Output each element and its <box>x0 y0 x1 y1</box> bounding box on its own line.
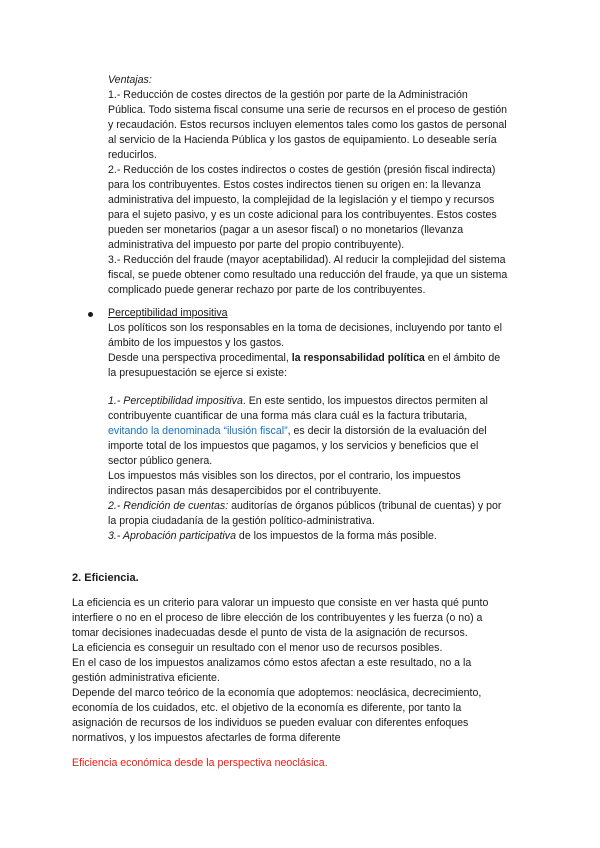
ventajas-line: y recaudación. Estos recursos incluyen elementos tales como los gastos de personal <box>108 119 507 131</box>
perceptibilidad-intro: Los políticos son los responsables en la toma de decisiones, incluyendo por tanto el <box>108 322 502 334</box>
perspective-post: en el ámbito de <box>424 352 501 364</box>
item1-line5: sector público genera. <box>108 455 213 467</box>
eficiencia-line: interfiere o no en el proceso de libre elección de los contribuyentes y les fuerza (o no) a <box>72 612 483 624</box>
visible-line: indirectos pasan más desapercibidos por el contribuyente. <box>108 485 382 497</box>
ventajas-line: administrativa del impuesto, la complejidad de la legislación y el tiempo y recursos <box>108 194 495 206</box>
item3-italic: 3.- Aprobación participativa <box>108 530 236 542</box>
section-heading: 2. Eficiencia. <box>72 572 139 584</box>
item1-italic: 1.- Perceptibilidad impositiva <box>108 395 243 407</box>
ventajas-title: Ventajas: <box>108 74 152 86</box>
ventajas-line: al servicio de la Hacienda Pública y los gastos de equipamiento. Lo deseable sería <box>108 134 497 146</box>
ventajas-line: administrativa del impuesto por parte del propio contribuyente). <box>108 239 405 251</box>
item1-rest: . En este sentido, los impuestos directos permiten al <box>242 395 488 407</box>
ventajas-line: para el sujeto pasivo, y es un coste adicional para los contribuyentes. Estos costes <box>108 209 497 221</box>
eficiencia-line: economía de los cuidados, etc. el objetivo de la economía es diferente, por tanto la <box>72 702 462 714</box>
perspective-bold: la responsabilidad política <box>291 352 425 364</box>
ventajas-line: pueden ser monetarios (pagar a un asesor fiscal) o no monetarios (llevanza <box>108 224 464 236</box>
perceptibilidad-intro: ámbito de los impuestos y los gastos. <box>108 337 285 349</box>
perspective-pre: Desde una perspectiva procedimental, <box>108 352 292 364</box>
perspective-line <box>108 351 500 366</box>
item1-line3 <box>108 424 487 439</box>
item2-line2: la propia ciudadanía de la gestión político-administrativa. <box>108 515 375 527</box>
item2-line <box>108 499 501 514</box>
eficiencia-line: normativos, y los impuestos afectarles de forma diferente <box>72 732 341 744</box>
ventajas-line: 2.- Reducción de los costes indirectos o costes de gestión (presión fiscal indirecta) <box>108 164 496 176</box>
item1-line4: importe total de los impuestos que pagamos, y los servicios y beneficios que el <box>108 440 479 452</box>
perspective-line2: la presupuestación se ejerce si existe: <box>108 367 288 379</box>
ilusion-fiscal-link: evitando la denominada “ilusión fiscal” <box>108 425 288 437</box>
item3-line <box>108 529 437 544</box>
item1-line2: contribuyente cuantificar de una forma más clara cuál es la factura tributaria, <box>108 410 468 422</box>
eficiencia-line: asignación de recursos de los individuos se pueden evaluar con diferentes enfoques <box>72 717 469 729</box>
eficiencia-line: La eficiencia es conseguir un resultado con el menor uso de recursos posibles. <box>72 642 443 654</box>
ventajas-line: reducirlos. <box>108 149 157 161</box>
red-subheading: Eficiencia económica desde la perspectiva neoclásica. <box>72 757 328 769</box>
eficiencia-line: La eficiencia es un criterio para valorar un impuesto que consiste en ver hasta qué punto <box>72 597 489 609</box>
ventajas-line: Pública. Todo sistema fiscal consume una serie de recursos en el proceso de gestión <box>108 104 508 116</box>
eficiencia-line: tomar decisiones inadecuadas desde el punto de vista de la asignación de recursos. <box>72 627 468 639</box>
ventajas-line: para los contribuyentes. Estos costes indirectos tienen su origen en: la llevanza <box>108 179 481 191</box>
eficiencia-line: Depende del marco teórico de la economía que adoptemos: neoclásica, decrecimiento, <box>72 687 482 699</box>
eficiencia-line: En el caso de los impuestos analizamos cómo estos afectan a este resultado, no a la <box>72 657 472 669</box>
item2-rest: auditorías de órganos públicos (tribunal de cuentas) y por <box>228 500 502 512</box>
item1-line3-rest: , es decir la distorsión de la evaluación del <box>287 425 487 437</box>
perceptibilidad-title: Perceptibilidad impositiva <box>108 307 228 319</box>
ventajas-line: complicado puede generar rechazo por parte de los contribuyentes. <box>108 284 426 296</box>
eficiencia-line: gestión administrativa eficiente. <box>72 672 220 684</box>
ventajas-line: 1.- Reducción de costes directos de la gestión por parte de la Administración <box>108 89 468 101</box>
item1-line <box>108 394 488 409</box>
item3-rest: de los impuestos de la forma más posible. <box>235 530 437 542</box>
visible-line: Los impuestos más visibles son los directos, por el contrario, los impuestos <box>108 470 461 482</box>
item2-italic: 2.- Rendición de cuentas: <box>108 500 229 512</box>
ventajas-line: fiscal, se puede obtener como resultado una reducción del fraude, ya que un sistema <box>108 269 508 281</box>
ventajas-line: 3.- Reducción del fraude (mayor aceptabilidad). Al reducir la complejidad del sistema <box>108 254 506 266</box>
bullet-icon <box>88 312 93 317</box>
